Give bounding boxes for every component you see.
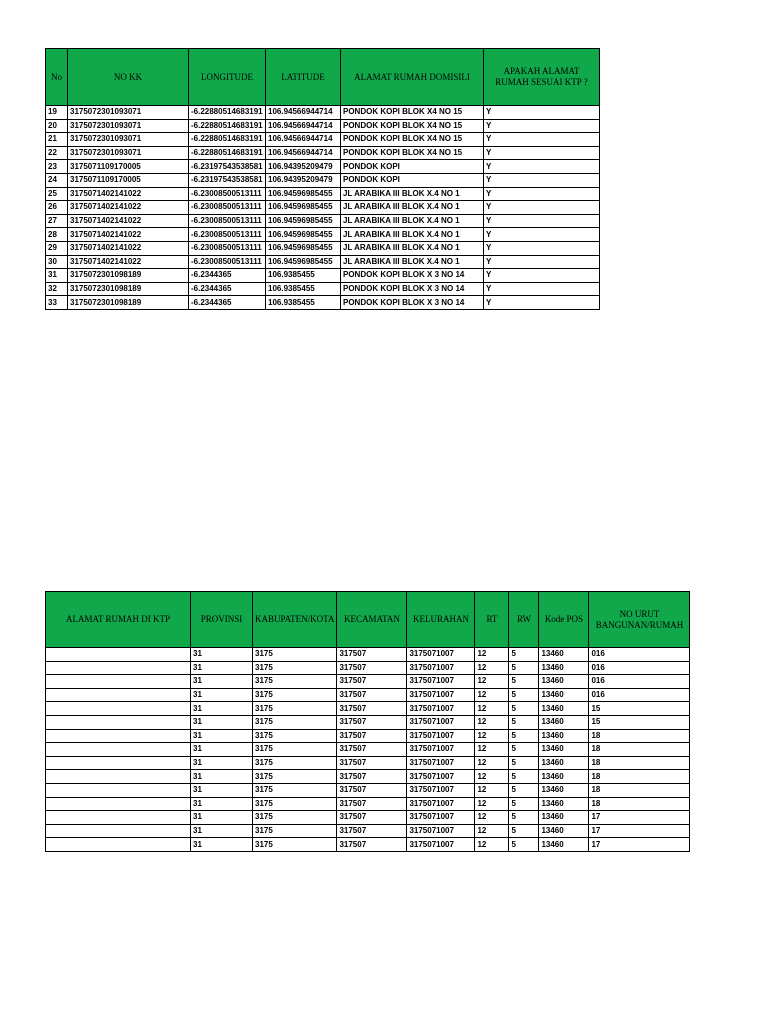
table-cell: 20 [46, 119, 68, 133]
table-cell: 3175071007 [407, 811, 475, 825]
table-cell: 317507 [337, 811, 407, 825]
table-cell: 31 [191, 811, 253, 825]
table-cell: 18 [589, 743, 690, 757]
table-cell: 3175 [253, 824, 337, 838]
table-cell: 31 [191, 743, 253, 757]
table-cell: 12 [475, 770, 509, 784]
table-cell: 3175071007 [407, 661, 475, 675]
table-cell: 13460 [539, 797, 589, 811]
table-cell: 31 [191, 824, 253, 838]
table-cell: PONDOK KOPI BLOK X4 NO 15 [341, 146, 484, 160]
table-row [46, 160, 600, 174]
table-cell: 317507 [337, 770, 407, 784]
table-cell: 31 [191, 756, 253, 770]
table-row [46, 743, 690, 757]
table-cell [46, 648, 191, 662]
table-row [46, 146, 600, 160]
table-cell: 3175072301098189 [68, 282, 189, 296]
table-cell: 31 [191, 797, 253, 811]
table-cell: 3175 [253, 838, 337, 852]
table-cell: 3175071007 [407, 756, 475, 770]
table-cell: 3175072301098189 [68, 296, 189, 310]
header-provinsi: PROVINSI [191, 592, 253, 648]
table-cell: -6.23008500513111 [189, 255, 266, 269]
table-cell: 3175 [253, 715, 337, 729]
table-cell: 016 [589, 675, 690, 689]
table-cell: Y [484, 160, 600, 174]
table-cell: 3175071402141022 [68, 214, 189, 228]
table-cell: Y [484, 133, 600, 147]
table-cell: 28 [46, 228, 68, 242]
table-cell: JL ARABIKA III BLOK X.4 NO 1 [341, 228, 484, 242]
table-cell: 3175072301098189 [68, 269, 189, 283]
table-cell: 13460 [539, 729, 589, 743]
table-row [46, 214, 600, 228]
table-row [46, 783, 690, 797]
table-cell: 3175 [253, 702, 337, 716]
table-cell: 23 [46, 160, 68, 174]
table-cell: 106.94596985455 [266, 255, 341, 269]
table-cell: 27 [46, 214, 68, 228]
table-cell [46, 661, 191, 675]
table-cell: 106.94596985455 [266, 214, 341, 228]
table-cell: Y [484, 228, 600, 242]
header-kecamatan: KECAMATAN [337, 592, 407, 648]
table-cell: 5 [509, 702, 539, 716]
table-cell: Y [484, 119, 600, 133]
table-cell: 30 [46, 255, 68, 269]
table-row [46, 770, 690, 784]
table-cell: 5 [509, 729, 539, 743]
table-cell: 317507 [337, 756, 407, 770]
table-cell: Y [484, 269, 600, 283]
table-cell: -6.22880514683191 [189, 146, 266, 160]
table-cell: 13460 [539, 770, 589, 784]
table-cell: 31 [191, 648, 253, 662]
table-cell [46, 729, 191, 743]
table-cell: 3175 [253, 797, 337, 811]
table-cell: -6.23008500513111 [189, 187, 266, 201]
header-rw: RW [509, 592, 539, 648]
table-cell: 3175 [253, 756, 337, 770]
table-cell: JL ARABIKA III BLOK X.4 NO 1 [341, 255, 484, 269]
table-cell: 13460 [539, 688, 589, 702]
table-cell: 24 [46, 173, 68, 187]
table-cell: 3175071007 [407, 797, 475, 811]
table-cell: 3175071402141022 [68, 241, 189, 255]
table-cell: 3175071109170005 [68, 160, 189, 174]
table-cell: 3175071402141022 [68, 187, 189, 201]
table-header-row [46, 49, 600, 106]
table-cell: 15 [589, 715, 690, 729]
table-row [46, 838, 690, 852]
table-cell: 13460 [539, 783, 589, 797]
table-cell [46, 797, 191, 811]
table-cell: 12 [475, 702, 509, 716]
table-cell: 12 [475, 783, 509, 797]
table-cell: 15 [589, 702, 690, 716]
table-cell: 3175071007 [407, 648, 475, 662]
table-cell: 5 [509, 661, 539, 675]
table-cell: 3175 [253, 675, 337, 689]
table-cell: 31 [191, 688, 253, 702]
table-cell: Y [484, 255, 600, 269]
table-cell [46, 783, 191, 797]
table-cell: 106.94566944714 [266, 133, 341, 147]
table-cell: JL ARABIKA III BLOK X.4 NO 1 [341, 187, 484, 201]
header-kode-pos: Kode POS [539, 592, 589, 648]
table-cell: JL ARABIKA III BLOK X.4 NO 1 [341, 241, 484, 255]
table-cell: 5 [509, 824, 539, 838]
table-cell: 31 [191, 838, 253, 852]
table-row [46, 756, 690, 770]
table-cell: 317507 [337, 797, 407, 811]
table-cell: 5 [509, 811, 539, 825]
table-cell: 12 [475, 811, 509, 825]
table-row [46, 688, 690, 702]
table-cell: 18 [589, 783, 690, 797]
table-cell: 12 [475, 729, 509, 743]
table-cell: 18 [589, 729, 690, 743]
table-cell [46, 743, 191, 757]
table-cell: 5 [509, 688, 539, 702]
table-cell: 3175071007 [407, 783, 475, 797]
table-cell: 33 [46, 296, 68, 310]
table-cell: 12 [475, 688, 509, 702]
header-alamat-ktp: ALAMAT RUMAH DI KTP [46, 592, 191, 648]
table-cell: 317507 [337, 661, 407, 675]
table-cell: 18 [589, 770, 690, 784]
table-cell: 31 [191, 715, 253, 729]
header-no: No [46, 49, 68, 106]
table-cell: 317507 [337, 648, 407, 662]
table-cell [46, 715, 191, 729]
table-cell: -6.2344365 [189, 282, 266, 296]
table-cell: 12 [475, 838, 509, 852]
table-row [46, 824, 690, 838]
table-cell: 3175071007 [407, 675, 475, 689]
table-row [46, 702, 690, 716]
table-cell: 106.94395209479 [266, 173, 341, 187]
table-cell: 3175071007 [407, 770, 475, 784]
table-cell: Y [484, 241, 600, 255]
table-cell: PONDOK KOPI BLOK X 3 NO 14 [341, 296, 484, 310]
table-cell: Y [484, 146, 600, 160]
table-cell: 106.94596985455 [266, 241, 341, 255]
table-cell: Y [484, 187, 600, 201]
table-cell: 3175 [253, 811, 337, 825]
table-cell: 13460 [539, 675, 589, 689]
table-cell: 317507 [337, 702, 407, 716]
table-cell: -6.23008500513111 [189, 201, 266, 215]
table-cell: 317507 [337, 715, 407, 729]
table-row [46, 133, 600, 147]
table-cell: 5 [509, 715, 539, 729]
table-cell: PONDOK KOPI [341, 160, 484, 174]
table-cell: JL ARABIKA III BLOK X.4 NO 1 [341, 214, 484, 228]
table-cell: 317507 [337, 675, 407, 689]
table-cell: -6.23008500513111 [189, 228, 266, 242]
table-cell: 31 [191, 675, 253, 689]
table-cell: 5 [509, 770, 539, 784]
table-cell: 3175071007 [407, 838, 475, 852]
table-cell: -6.23008500513111 [189, 241, 266, 255]
table-cell: 5 [509, 797, 539, 811]
table-cell [46, 702, 191, 716]
table-cell [46, 838, 191, 852]
table-cell: -6.22880514683191 [189, 106, 266, 120]
table-cell: PONDOK KOPI [341, 173, 484, 187]
table-row [46, 106, 600, 120]
table-cell: 016 [589, 661, 690, 675]
table-cell: Y [484, 106, 600, 120]
header-alamat-domisili: ALAMAT RUMAH DOMISILI [341, 49, 484, 106]
table-cell: 31 [191, 729, 253, 743]
table-cell: 3175071109170005 [68, 173, 189, 187]
header-no-urut-bangunan: NO URUT BANGUNAN/RUMAH [589, 592, 690, 648]
table-cell: -6.23197543538581 [189, 173, 266, 187]
table-cell: 13460 [539, 648, 589, 662]
table-cell: 317507 [337, 729, 407, 743]
table-cell: 3175 [253, 743, 337, 757]
table-cell: 3175 [253, 661, 337, 675]
table-cell: 3175071402141022 [68, 228, 189, 242]
header-rt: RT [475, 592, 509, 648]
table-cell [46, 770, 191, 784]
table-row [46, 729, 690, 743]
table-cell: 106.9385455 [266, 296, 341, 310]
table-row [46, 715, 690, 729]
table-row [46, 296, 600, 310]
table-cell [46, 675, 191, 689]
table-cell: 3175071007 [407, 729, 475, 743]
table-cell: 3175071007 [407, 743, 475, 757]
table-cell: 12 [475, 648, 509, 662]
table-cell: PONDOK KOPI BLOK X4 NO 15 [341, 133, 484, 147]
table-cell: 317507 [337, 688, 407, 702]
table-cell: 31 [191, 702, 253, 716]
table-cell: 106.94596985455 [266, 187, 341, 201]
table-cell: 18 [589, 797, 690, 811]
table-cell: 3175 [253, 688, 337, 702]
table-cell: 22 [46, 146, 68, 160]
table-cell: 12 [475, 824, 509, 838]
table-cell: 13460 [539, 824, 589, 838]
ktp-address-table [45, 591, 690, 852]
table-cell: 016 [589, 688, 690, 702]
table-cell: 31 [191, 661, 253, 675]
household-location-table [45, 48, 600, 310]
table-cell: 5 [509, 756, 539, 770]
table-row [46, 119, 600, 133]
table-cell: 106.94596985455 [266, 201, 341, 215]
table-cell: -6.2344365 [189, 269, 266, 283]
table-header-row [46, 592, 690, 648]
table-cell: 26 [46, 201, 68, 215]
table-cell [46, 824, 191, 838]
table-cell: 3175071007 [407, 715, 475, 729]
table-cell: 3175 [253, 770, 337, 784]
table-cell: PONDOK KOPI BLOK X4 NO 15 [341, 106, 484, 120]
header-latitude: LATITUDE [266, 49, 341, 106]
table-cell: 106.94566944714 [266, 106, 341, 120]
table-cell: 106.94566944714 [266, 119, 341, 133]
table-cell [46, 756, 191, 770]
table-cell: Y [484, 214, 600, 228]
table-row [46, 269, 600, 283]
table-cell: -6.23008500513111 [189, 214, 266, 228]
table-row [46, 797, 690, 811]
table-cell: 3175 [253, 729, 337, 743]
header-longitude: LONGITUDE [189, 49, 266, 106]
table-cell: PONDOK KOPI BLOK X 3 NO 14 [341, 282, 484, 296]
table-cell: 13460 [539, 702, 589, 716]
table-cell: 12 [475, 797, 509, 811]
table-cell: 3175 [253, 783, 337, 797]
table-row [46, 241, 600, 255]
table-cell: 12 [475, 756, 509, 770]
table-cell: 19 [46, 106, 68, 120]
table-cell: Y [484, 296, 600, 310]
table-cell: Y [484, 201, 600, 215]
table-cell: 31 [191, 770, 253, 784]
table-cell: 13460 [539, 838, 589, 852]
table-cell: 32 [46, 282, 68, 296]
table-cell: 5 [509, 838, 539, 852]
table-cell: 13460 [539, 715, 589, 729]
table-cell: 25 [46, 187, 68, 201]
table-row [46, 811, 690, 825]
table-cell: 106.9385455 [266, 282, 341, 296]
header-kelurahan: KELURAHAN [407, 592, 475, 648]
table-row [46, 661, 690, 675]
table-cell: 3175071007 [407, 824, 475, 838]
table-cell: 106.94395209479 [266, 160, 341, 174]
table-cell: 12 [475, 715, 509, 729]
table-cell: 106.94596985455 [266, 228, 341, 242]
table-cell: 31 [46, 269, 68, 283]
table-row [46, 201, 600, 215]
table-cell: 3175 [253, 648, 337, 662]
table-cell: 13460 [539, 756, 589, 770]
table-cell: 5 [509, 648, 539, 662]
table-cell: -6.22880514683191 [189, 133, 266, 147]
table-cell: -6.23197543538581 [189, 160, 266, 174]
table-cell: 016 [589, 648, 690, 662]
table-cell: 17 [589, 811, 690, 825]
table-cell: 317507 [337, 824, 407, 838]
table-row [46, 282, 600, 296]
table-cell: PONDOK KOPI BLOK X4 NO 15 [341, 119, 484, 133]
table-cell [46, 688, 191, 702]
table-cell: 5 [509, 743, 539, 757]
table-cell: 317507 [337, 783, 407, 797]
table-cell: 17 [589, 838, 690, 852]
table-cell: Y [484, 282, 600, 296]
table-cell: 3175072301093071 [68, 133, 189, 147]
table-cell: 3175071402141022 [68, 201, 189, 215]
table-cell: 12 [475, 743, 509, 757]
table-cell [46, 811, 191, 825]
table-cell: 5 [509, 783, 539, 797]
table-cell: 106.9385455 [266, 269, 341, 283]
table-cell: -6.22880514683191 [189, 119, 266, 133]
header-alamat-sesuai-ktp: APAKAH ALAMAT RUMAH SESUAI KTP ? [484, 49, 600, 106]
table-cell: 5 [509, 675, 539, 689]
table-cell: 13460 [539, 811, 589, 825]
header-kabupaten-kota: KABUPATEN/KOTA [253, 592, 337, 648]
table-cell: 18 [589, 756, 690, 770]
table-row [46, 255, 600, 269]
header-no-kk: NO KK [68, 49, 189, 106]
table-cell: 3175072301093071 [68, 119, 189, 133]
table-cell: 21 [46, 133, 68, 147]
table-cell: 317507 [337, 838, 407, 852]
table-cell: 12 [475, 661, 509, 675]
table-cell: Y [484, 173, 600, 187]
table-row [46, 173, 600, 187]
table-cell: 13460 [539, 661, 589, 675]
table-cell: 17 [589, 824, 690, 838]
table-row [46, 675, 690, 689]
table-cell: 13460 [539, 743, 589, 757]
table-cell: 3175071007 [407, 688, 475, 702]
table-cell: 3175072301093071 [68, 146, 189, 160]
table-cell: -6.2344365 [189, 296, 266, 310]
table-cell: 317507 [337, 743, 407, 757]
table-cell: PONDOK KOPI BLOK X 3 NO 14 [341, 269, 484, 283]
table-cell: 29 [46, 241, 68, 255]
table-cell: 3175072301093071 [68, 106, 189, 120]
table-cell: 12 [475, 675, 509, 689]
table-row [46, 228, 600, 242]
table-row [46, 187, 600, 201]
table-cell: JL ARABIKA III BLOK X.4 NO 1 [341, 201, 484, 215]
table-row [46, 648, 690, 662]
table-cell: 3175071402141022 [68, 255, 189, 269]
table-cell: 3175071007 [407, 702, 475, 716]
table-cell: 31 [191, 783, 253, 797]
table-cell: 106.94566944714 [266, 146, 341, 160]
